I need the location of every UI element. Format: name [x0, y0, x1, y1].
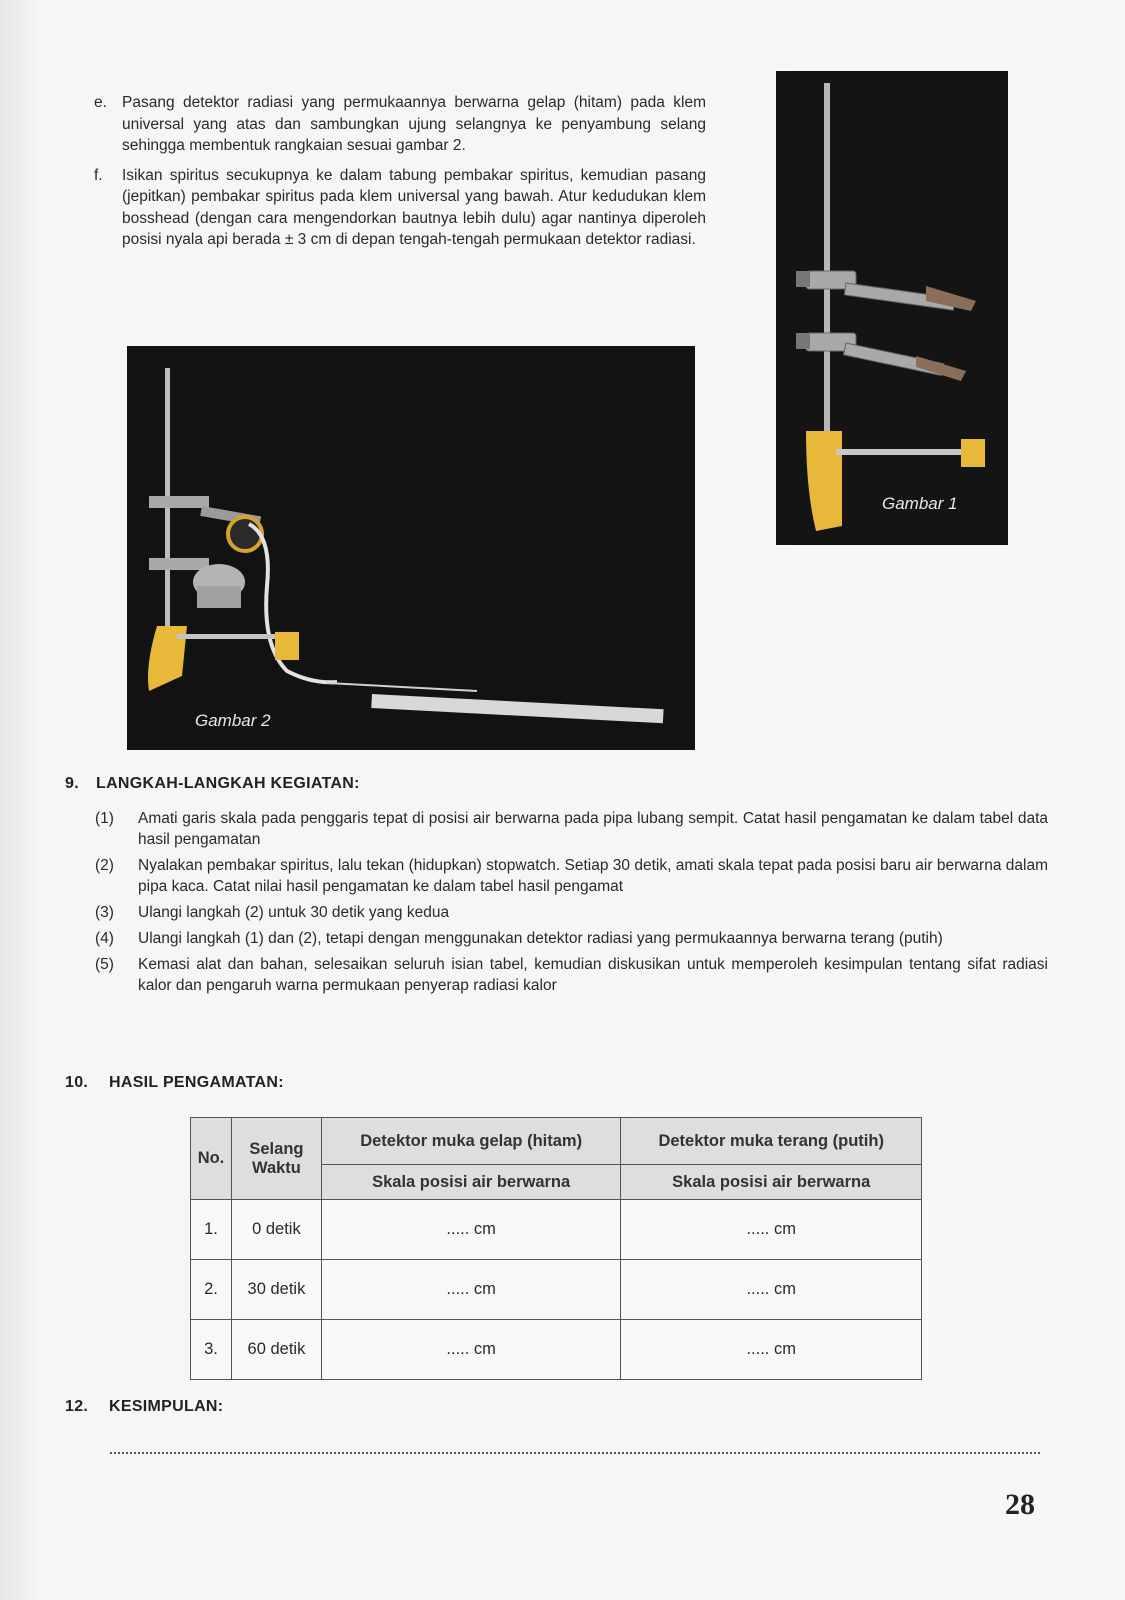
- item-marker: (5): [95, 956, 114, 973]
- col-header-time: Selang Waktu: [231, 1118, 321, 1200]
- activity-steps-list: [95, 808, 1048, 1001]
- col-header-no: No.: [191, 1118, 232, 1200]
- cell-time: 0 detik: [231, 1200, 321, 1260]
- experiment-setup-illustration: [127, 346, 695, 750]
- step-text: Pasang detektor radiasi yang permukaannya berwarna gelap (hitam) pada klem universal yang atas dan sambungkan ujung selangnya ke penyambung selang sehingga membentuk rangkaian sesuai gambar 2.: [122, 94, 706, 154]
- cell-no: 2.: [191, 1260, 232, 1320]
- section-12-heading: [65, 1398, 223, 1416]
- cell-light: ..... cm: [621, 1200, 922, 1260]
- section-number: 9.: [65, 775, 79, 792]
- list-item: [95, 855, 1048, 897]
- cell-light: ..... cm: [621, 1260, 922, 1320]
- item-text: Kemasi alat dan bahan, selesaikan seluruh isian tabel, kemudian diskusikan untuk memperoleh kesimpulan tentang sifat radiasi kalor dan pengaruh warna permukaan penyerap radiasi kalor: [138, 956, 1048, 994]
- cell-time: 60 detik: [231, 1320, 321, 1380]
- step-e: [94, 92, 706, 157]
- step-marker: f.: [94, 166, 103, 184]
- subheader-light: Skala posisi air berwarna: [621, 1165, 922, 1200]
- item-marker: (4): [95, 930, 114, 947]
- table-row: [191, 1260, 922, 1320]
- section-number: 10.: [65, 1074, 89, 1091]
- item-marker: (1): [95, 810, 114, 827]
- observation-table: [190, 1117, 922, 1380]
- figure-2-photo: [127, 346, 695, 750]
- list-item: [95, 954, 1048, 996]
- table-row: [191, 1200, 922, 1260]
- page-number: 28: [1005, 1488, 1035, 1521]
- conclusion-answer-line: [110, 1452, 1040, 1454]
- section-title: LANGKAH-LANGKAH KEGIATAN:: [96, 775, 360, 792]
- cell-dark: ..... cm: [321, 1320, 621, 1380]
- cell-no: 1.: [191, 1200, 232, 1260]
- procedure-steps: [94, 92, 706, 259]
- step-marker: e.: [94, 94, 107, 111]
- list-item: [95, 928, 1048, 949]
- cell-dark: ..... cm: [321, 1200, 621, 1260]
- item-marker: (3): [95, 904, 114, 921]
- item-text: Ulangi langkah (1) dan (2), tetapi dengan menggunakan detektor radiasi yang permukaannya berwarna terang (putih): [138, 930, 943, 947]
- cell-no: 3.: [191, 1320, 232, 1380]
- table-row: [191, 1320, 922, 1380]
- section-10-heading: [65, 1074, 284, 1092]
- step-f: [94, 165, 706, 251]
- item-text: Ulangi langkah (2) untuk 30 detik yang kedua: [138, 904, 450, 921]
- subheader-dark: Skala posisi air berwarna: [321, 1165, 621, 1200]
- section-title: KESIMPULAN:: [109, 1398, 224, 1415]
- step-text: Isikan spiritus secukupnya ke dalam tabung pembakar spiritus, kemudian pasang (jepitkan) pembakar spiritus pada klem universal yang bawah. Atur kedudukan klem bosshead (dengan cara mengendorkan bautnya lebih dulu) agar nantinya diperoleh posisi nyala api berada ± 3 cm di depan tengah-tengah permukaan detektor radiasi.: [122, 166, 706, 248]
- cell-time: 30 detik: [231, 1260, 321, 1320]
- item-text: Nyalakan pembakar spiritus, lalu tekan (hidupkan) stopwatch. Setiap 30 detik, amati skala tepat pada posisi baru air berwarna dalam pipa kaca. Catat nilai hasil pengamatan ke dalam tabel hasil pengamat: [138, 857, 1048, 895]
- figure-2-caption: Gambar 2: [195, 711, 271, 730]
- section-9-heading: [65, 775, 360, 793]
- cell-dark: ..... cm: [321, 1260, 621, 1320]
- item-marker: (2): [95, 857, 114, 874]
- cell-light: ..... cm: [621, 1320, 922, 1380]
- col-header-light: Detektor muka terang (putih): [621, 1118, 922, 1165]
- list-item: [95, 808, 1048, 850]
- section-number: 12.: [65, 1398, 89, 1415]
- list-item: [95, 902, 1048, 923]
- figure-1-caption: Gambar 1: [882, 494, 958, 513]
- figure-1-photo: [776, 71, 1008, 545]
- item-text: Amati garis skala pada penggaris tepat di posisi air berwarna pada pipa lubang sempit. Catat hasil pengamatan ke dalam tabel data hasil pengamatan: [138, 810, 1048, 848]
- section-title: HASIL PENGAMATAN:: [109, 1074, 284, 1091]
- col-header-dark: Detektor muka gelap (hitam): [321, 1118, 621, 1165]
- lab-stand-illustration: [776, 71, 1008, 545]
